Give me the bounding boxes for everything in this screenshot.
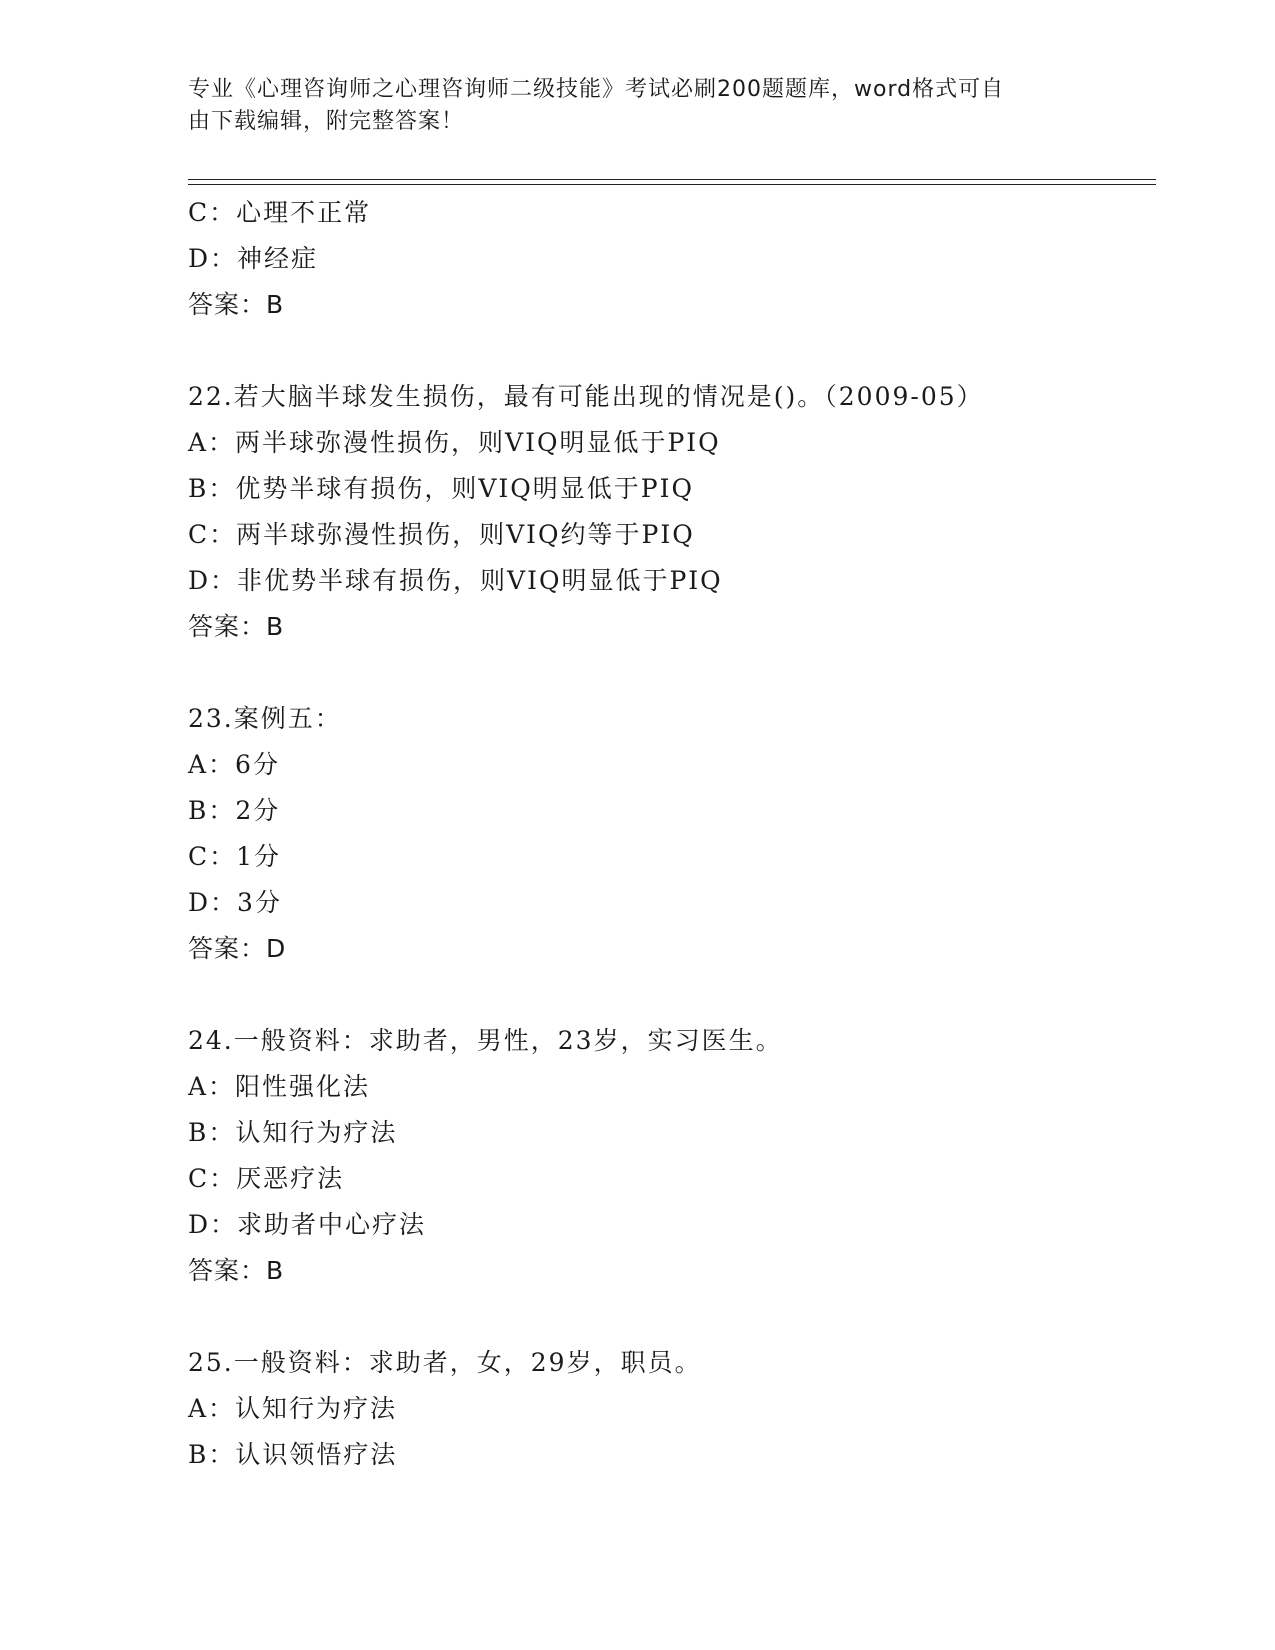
option-c: C：1分 bbox=[188, 842, 282, 871]
answer-line: 答案：B bbox=[188, 290, 285, 319]
option-c: C：心理不正常 bbox=[188, 198, 372, 227]
document-header bbox=[188, 74, 1068, 138]
option-c: C：厌恶疗法 bbox=[188, 1164, 345, 1193]
question-22: 22.若大脑半球发生损伤，最有可能出现的情况是()。（2009-05） bbox=[188, 382, 984, 411]
question-24: 24.一般资料：求助者，男性，23岁，实习医生。 bbox=[188, 1026, 783, 1055]
question-23: 23.案例五： bbox=[188, 704, 342, 733]
option-d: D：求助者中心疗法 bbox=[188, 1210, 427, 1239]
header-divider-top bbox=[188, 179, 1156, 180]
answer-line: 答案：B bbox=[188, 1256, 285, 1285]
header-title-line-2: 由下载编辑，附完整答案！ bbox=[188, 109, 465, 134]
option-b: B：认识领悟疗法 bbox=[188, 1440, 398, 1469]
header-divider-bottom bbox=[188, 184, 1156, 185]
spacer bbox=[188, 650, 1156, 696]
question-list bbox=[188, 190, 1156, 1478]
option-d: D：3分 bbox=[188, 888, 282, 917]
option-a: A：认知行为疗法 bbox=[188, 1394, 398, 1423]
answer-line: 答案：D bbox=[188, 934, 287, 963]
option-d: D：神经症 bbox=[188, 244, 319, 273]
spacer bbox=[188, 972, 1156, 1018]
option-a: A：6分 bbox=[188, 750, 280, 779]
spacer bbox=[188, 328, 1156, 374]
option-b: B：认知行为疗法 bbox=[188, 1118, 398, 1147]
option-d: D：非优势半球有损伤，则VIQ明显低于PIQ bbox=[188, 566, 723, 595]
spacer bbox=[188, 1294, 1156, 1340]
option-b: B：2分 bbox=[188, 796, 281, 825]
question-25: 25.一般资料：求助者，女，29岁，职员。 bbox=[188, 1348, 702, 1377]
option-a: A：两半球弥漫性损伤，则VIQ明显低于PIQ bbox=[188, 428, 721, 457]
answer-line: 答案：B bbox=[188, 612, 285, 641]
header-title-line-1: 专业《心理咨询师之心理咨询师二级技能》考试必刷200题题库，word格式可自 bbox=[188, 77, 1005, 102]
option-b: B：优势半球有损伤，则VIQ明显低于PIQ bbox=[188, 474, 694, 503]
option-c: C：两半球弥漫性损伤，则VIQ约等于PIQ bbox=[188, 520, 695, 549]
option-a: A：阳性强化法 bbox=[188, 1072, 371, 1101]
